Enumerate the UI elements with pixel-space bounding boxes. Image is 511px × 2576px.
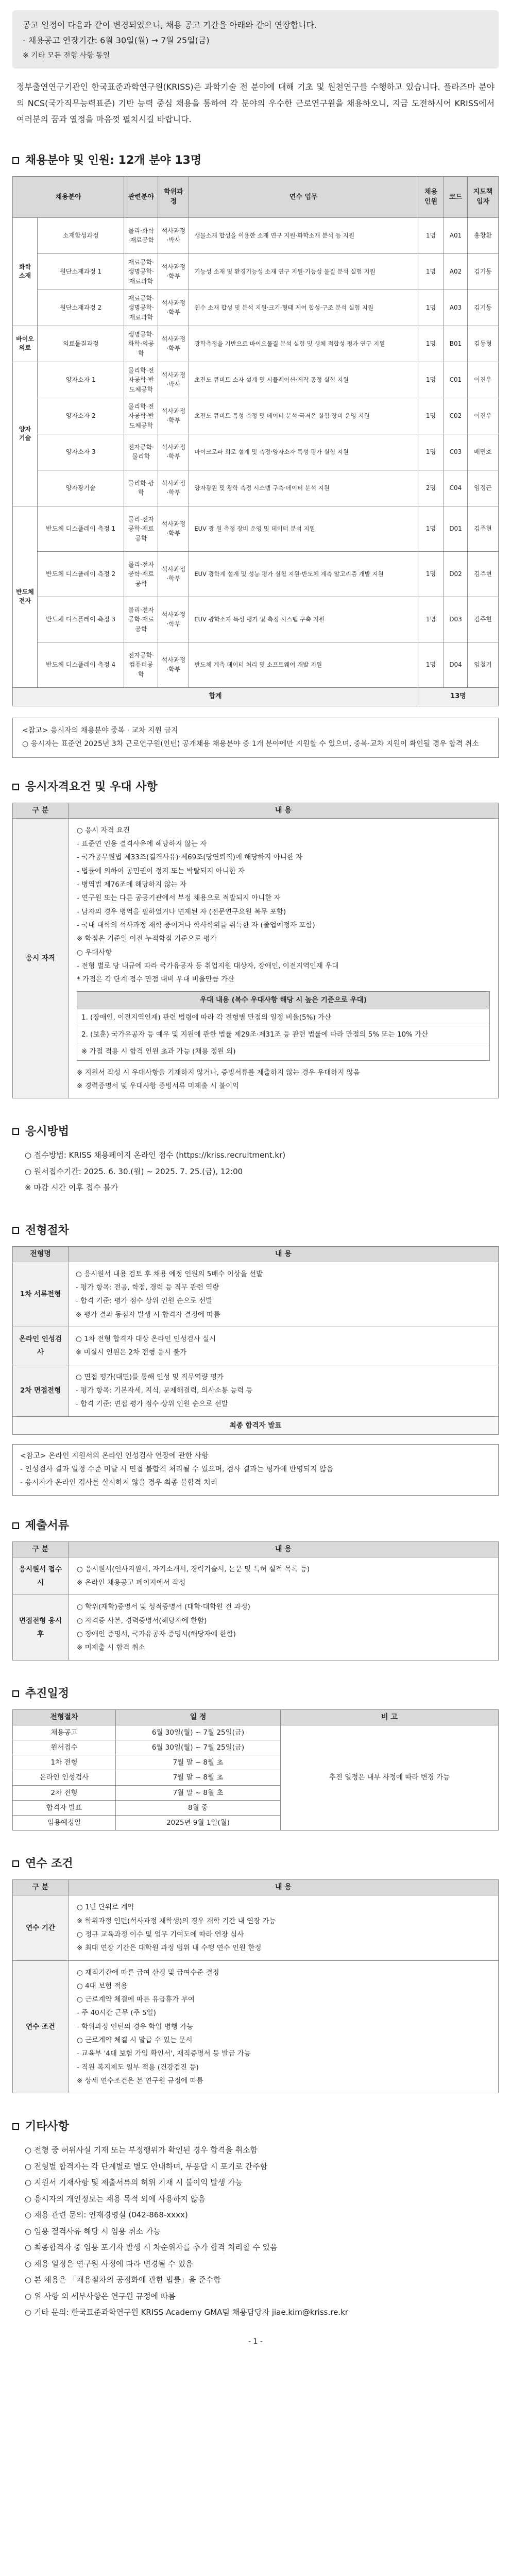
schedule-date: 7월 말 ~ 8월 초 [116,1770,281,1785]
reference-title: <참고> 응시자의 채용분야 중복 · 교차 지원 금지 [22,726,178,735]
training-table [12,1879,499,2093]
training-line: - 학위과정 인턴의 경우 학업 병행 가능 [77,2022,194,2031]
qualification-line: - 남자의 경우 병역을 필하였거나 면제된 자 (전문연구요원 복무 포함) [77,907,286,916]
col-header-date: 일 정 [116,1709,281,1725]
training-label: 연수 기간 [13,1895,69,1960]
row-code: D02 [444,551,468,597]
table-row [13,1595,499,1660]
page-number: - 1 - [248,2337,263,2346]
col-header-content: 내 용 [69,1541,499,1557]
process-line: ※ 평가 결과 동점자 발생 시 합격자 결정에 따름 [76,1310,220,1319]
row-related: 전자공학·물리학 [124,434,158,470]
row-work: 생물소재 합성을 이용한 소재 연구 지원·화학소재 분석 등 지원 [189,217,418,253]
documents-table [12,1541,499,1660]
table-row [13,217,499,253]
note-title: <참고> 온라인 지원서의 온라인 인성검사 연장에 관한 사항 [20,1451,209,1460]
row-count: 1명 [418,506,444,551]
training-line: ○ 4대 보험 적용 [77,1981,128,1990]
col-header-content: 내 용 [69,1880,499,1895]
row-supervisor: 김주현 [468,506,499,551]
reference-line: ○ 응시자는 표준연 2025년 3차 근로연구원(인턴) 공개채용 채용분야 중 1개 분야에만 지원할 수 있으며, 중복·교차 지원이 확인될 경우 합격 취소 [22,739,479,748]
process-line: ○ 1차 전형 합격자 대상 온라인 인성검사 실시 [76,1335,216,1344]
schedule-step: 2차 전형 [13,1785,116,1800]
training-line: - 교육부 '4대 보험 가입 확인서', 재직증명서 등 발급 가능 [77,2049,251,2058]
training-line: ○ 근로계약 체결에 따른 유급휴가 부여 [77,1995,195,2004]
row-degree: 석사과정·학부 [158,470,189,506]
row-field: 원단소재과정 1 [38,253,124,290]
row-field: 원단소재과정 2 [38,290,124,326]
qualification-line: - 국가공무원법 제33조(결격사유)·제69조(당연퇴직)에 해당하지 아니한 자 [77,853,303,862]
process-line: - 합격 기준: 평가 점수 상위 인원 순으로 선발 [76,1297,213,1306]
row-count: 1명 [418,642,444,687]
table-row [13,1960,499,2093]
apply-period: ○ 원서접수기간: 2025. 6. 30.(월) ~ 2025. 7. 25.(금), 12:00 [25,1166,243,1176]
process-line: ○ 응시원서 내용 검토 후 채용 예정 인원의 5배수 이상을 선발 [76,1269,263,1278]
schedule-table [12,1709,499,1831]
col-header-step: 전형절차 [13,1709,116,1725]
row-code: A01 [444,217,468,253]
schedule-step: 원서접수 [13,1740,116,1755]
preference-row: 1. (장애인, 이전지역인재) 관련 법령에 따라 각 전형별 만점의 일정 비율(5%) 가산 [77,1009,489,1026]
preference-table-head: 우대 내용 (복수 우대사항 해당 시 높은 기준으로 우대) [77,992,489,1009]
col-header-code: 코드 [444,176,468,217]
row-related: 재료공학·생명공학·재료과학 [124,253,158,290]
row-field: 양자광기술 [38,470,124,506]
apply-note: ※ 마감 시간 이후 접수 불가 [25,1183,118,1193]
apply-method: ○ 접수방법: KRISS 채용페이지 온라인 접수 (https://kriss.recruitment.kr) [25,1150,286,1160]
qualification-body [69,818,499,1098]
row-count: 1명 [418,398,444,434]
row-work: EUV 광학소자 특성 평가 및 측정 시스템 구축 지원 [189,597,418,642]
etc-list [12,2142,499,2321]
table-row-total [13,687,499,706]
row-degree: 석사과정·학부 [158,434,189,470]
table-row [13,398,499,434]
checkbox-square-icon [12,784,19,790]
row-supervisor: 김동형 [468,326,499,362]
row-work: 반도체 계측 데이터 처리 및 소프트웨어 개발 지원 [189,642,418,687]
training-line: ※ 상세 연수조건은 본 연구원 규정에 따름 [77,2077,203,2086]
preference-row: 2. (보훈) 국가유공자 등 예우 및 지원에 관한 법률 제29조·제31조 등 관련 법률에 따라 만점의 5% 또는 10% 가산 [77,1026,489,1043]
row-field: 소재합성과정 [38,217,124,253]
row-supervisor: 임철기 [468,642,499,687]
row-count: 1명 [418,253,444,290]
row-work: EUV 광 원 측정 장비 운영 및 데이터 분석 지원 [189,506,418,551]
row-supervisor: 김기동 [468,290,499,326]
documents-body [69,1557,499,1595]
schedule-step: 합격자 발표 [13,1800,116,1815]
row-count: 1명 [418,326,444,362]
col-header-category: 구 분 [13,1541,69,1557]
row-supervisor: 임경근 [468,470,499,506]
qualification-line: ○ 우대사항 [77,948,112,957]
row-code: C04 [444,470,468,506]
col-header-count: 채용인원 [418,176,444,217]
col-header-stage: 전형명 [13,1246,69,1262]
table-row [13,326,499,362]
section-title-recruit: 채용분야 및 인원: 12개 분야 13명 [12,152,499,169]
row-related: 물리·전자공학·재료공학 [124,551,158,597]
schedule-date: 7월 말 ~ 8월 초 [116,1785,281,1800]
training-body [69,1895,499,1960]
row-work: 초전도 큐비트 소자 설계 및 시뮬레이션·제작 공정 실험 지원 [189,362,418,398]
row-degree: 석사과정·박사 [158,217,189,253]
col-header-degree: 학위과정 [158,176,189,217]
row-work: 기능성 소재 및 환경기능성 소재 연구 지원·기능성 물질 분석 실험 지원 [189,253,418,290]
table-row [13,434,499,470]
qualification-foot-2: ※ 경력증명서 및 우대사항 증빙서류 미제출 시 불이익 [77,1082,240,1091]
process-line: - 평가 항목: 기본자세, 지식, 문제해결력, 의사소통 능력 등 [76,1386,253,1395]
documents-body [69,1595,499,1660]
documents-line: ○ 자격증 사본, 경력증명서(해당자에 한함) [77,1616,207,1625]
documents-line: ※ 미제출 시 합격 취소 [77,1643,145,1652]
training-line: ※ 학위과정 인턴(석사과정 재학생)의 경우 재학 기간 내 연장 가능 [77,1917,276,1925]
qualification-line: * 가점은 각 단계 점수 만점 대비 우대 비율만큼 가산 [77,975,235,984]
row-count: 1명 [418,290,444,326]
row-count: 1명 [418,551,444,597]
row-count: 1명 [418,434,444,470]
checkbox-square-icon [12,1128,19,1135]
training-line: ※ 최대 연장 기간은 대학원 과정 범위 내 수행 연수 인원 한정 [77,1944,262,1953]
process-body [69,1365,499,1416]
row-degree: 석사과정·학부 [158,551,189,597]
row-degree: 석사과정·학부 [158,597,189,642]
etc-item: ○ 채용 관련 문의: 인재경영실 (042-868-xxxx) [25,2210,188,2220]
qualification-line: - 연구원 또는 다른 공공기관에서 부정 채용으로 적발되지 아니한 자 [77,894,281,903]
row-code: C01 [444,362,468,398]
preference-row: ※ 가점 적용 시 합격 인원 초과 가능 (채용 정원 외) [81,1047,236,1056]
etc-item: ○ 채용 일정은 연구원 사정에 따라 변경될 수 있음 [25,2259,193,2268]
row-category: 반도체 전자 [13,506,38,687]
training-line: ○ 근로계약 체결 시 발급 수 있는 문서 [77,2036,193,2045]
qualification-line: ※ 학점은 기준일 이전 누적학점 기준으로 평가 [77,935,217,943]
training-line: ○ 1년 단위로 계약 [77,1903,134,1912]
final-announcement: 최종 합격자 발표 [13,1416,499,1434]
process-body [69,1327,499,1365]
row-field: 양자소자 1 [38,362,124,398]
schedule-date: 2025년 9월 1일(월) [116,1816,281,1831]
row-work: 초전도 큐비트 특성 측정 및 데이터 분석·극저온 실험 장비 운영 지원 [189,398,418,434]
etc-item: ○ 지원서 기재사항 및 제출서류의 허위 기재 시 불이익 발생 가능 [25,2178,243,2188]
row-count: 1명 [418,597,444,642]
table-row [13,506,499,551]
etc-item: ○ 위 사항 외 세부사항은 연구원 규정에 따름 [25,2291,176,2301]
process-label: 1차 서류전형 [13,1262,69,1327]
apply-list [12,1147,499,1196]
section-title-documents: 제출서류 [12,1517,499,1534]
row-code: A03 [444,290,468,326]
row-work: EUV 광학계 설계 및 성능 평가 실험 지원·반도체 계측 알고리즘 개발 지원 [189,551,418,597]
row-field: 반도체 디스플레이 측정 1 [38,506,124,551]
schedule-date: 6월 30일(월) ~ 7월 25일(금) [116,1725,281,1740]
process-line: ※ 미실시 인원은 2차 전형 응시 불가 [76,1348,187,1357]
row-field: 반도체 디스플레이 측정 4 [38,642,124,687]
col-header-work: 연수 업무 [189,176,418,217]
table-row [13,362,499,398]
intro-paragraph: 정부출연연구기관인 한국표준과학연구원(KRISS)은 과학기술 전 분야에 대해 기초 및 원천연구를 수행하고 있습니다. 플라즈마 분야의 NCS(국가직무능력표준) 기반 능력 중심 채용을 통하여 각 분야의 우수한 근로연구원을 채용하오니, 지금 도전하시어 KRISS에서 여러분의 꿈과 열정을 마음껏 펼치시길 바랍니다. [16,82,495,124]
section-title-qualification: 응시자격요건 및 우대 사항 [12,778,499,795]
row-supervisor: 홍창환 [468,217,499,253]
documents-line: ○ 장애인 증명서, 국가유공자 증명서(해당자에 한함) [77,1630,236,1638]
row-code: A02 [444,253,468,290]
etc-item: ○ 기타 문의: 한국표준과학연구원 KRISS Academy GMA팀 채용담당자 jiae.kim@kriss.re.kr [25,2308,348,2317]
section-title-etc: 기타사항 [12,2118,499,2135]
personality-test-note [12,1444,499,1496]
note-line-2: - 응시자가 온라인 검사를 실시하지 않을 경우 최종 불합격 처리 [20,1478,218,1487]
qualification-line: - 국내 대학의 석사과정 재학 중이거나 학사학위를 취득한 자 (졸업예정자 포함) [77,921,315,929]
row-field: 의료물질과정 [38,326,124,362]
qualification-line: ○ 응시 자격 요건 [77,826,130,835]
table-row [13,1365,499,1416]
row-supervisor: 김기동 [468,253,499,290]
row-category: 바이오 의료 [13,326,38,362]
row-code: D04 [444,642,468,687]
row-code: B01 [444,326,468,362]
process-label: 온라인 인성검사 [13,1327,69,1365]
section-title-schedule: 추진일정 [12,1685,499,1702]
etc-item: ○ 최종합격자 중 임용 포기자 발생 시 차순위자를 추가 합격 처리할 수 있음 [25,2243,278,2252]
qualification-table [12,803,499,1099]
schedule-note: 추진 일정은 내부 사정에 따라 변경 가능 [281,1725,499,1831]
schedule-step: 1차 전형 [13,1755,116,1770]
row-related: 물리·전자공학·재료공학 [124,597,158,642]
etc-item: ○ 응시자의 개인정보는 채용 목적 외에 사용하지 않음 [25,2194,206,2204]
col-header-field: 채용분야 [13,176,124,217]
qualification-label: 응시 자격 [13,818,69,1098]
row-supervisor: 배민호 [468,434,499,470]
checkbox-square-icon [12,1690,19,1697]
checkbox-square-icon [12,1227,19,1234]
row-supervisor: 김주현 [468,551,499,597]
row-count: 2명 [418,470,444,506]
table-row [13,1557,499,1595]
training-line: ○ 재직기간에 따른 급여 산정 및 급여수준 결정 [77,1968,219,1977]
documents-label: 응시원서 접수 시 [13,1557,69,1595]
checkbox-square-icon [12,2123,19,2130]
schedule-date: 7월 말 ~ 8월 초 [116,1755,281,1770]
training-line: - 주 40시간 근무 (주 5일) [77,2009,156,2018]
row-related: 물리학·전자공학·반도체공학 [124,398,158,434]
checkbox-square-icon [12,157,19,164]
process-line: ○ 면접 평가(대면)를 통해 인성 및 직무역량 평가 [76,1372,224,1381]
row-related: 물리·화학·재료공학 [124,217,158,253]
section-title-apply: 응시방법 [12,1123,499,1140]
documents-line: ○ 응시원서(인사지원서, 자기소개서, 경력기술서, 논문 및 특허 실적 목록 등) [77,1565,310,1573]
col-header-content: 내 용 [69,1246,499,1262]
total-label: 합계 [13,687,418,706]
row-related: 물리학·전자공학·반도체공학 [124,362,158,398]
notice-line-2: - 채용공고 연장기간: 6월 30일(월) → 7월 25일(금) [23,36,210,46]
etc-item: ○ 전형 중 허위사실 기재 또는 부정행위가 확인된 경우 합격을 취소함 [25,2145,258,2155]
col-header-content: 내 용 [69,803,499,818]
row-degree: 석사과정·박사 [158,362,189,398]
qualification-foot-1: ※ 지원서 작성 시 우대사항을 기재하지 않거나, 증빙서류를 제출하지 않는 경우 우대하지 않음 [77,1068,360,1077]
qualification-line: - 법률에 의하여 공민권이 정지 또는 박탈되지 아니한 자 [77,867,245,875]
row-work: 마이크로파 회로 설계 및 측정·양자소자 특성 평가 실험 지원 [189,434,418,470]
row-degree: 석사과정·학부 [158,642,189,687]
process-line: - 합격 기준: 면접 평가 점수 상위 인원 순으로 선발 [76,1400,228,1409]
table-row [13,1725,499,1740]
row-related: 전자공학·컴퓨터공학 [124,642,158,687]
schedule-date: 6월 30일(월) ~ 7월 25일(금) [116,1740,281,1755]
col-header-note: 비 고 [281,1709,499,1725]
table-row [13,1327,499,1365]
notice-box [12,10,499,69]
notice-line-1: 공고 일정이 다음과 같이 변경되었으니, 채용 공고 기간을 아래와 같이 연장합니다. [23,20,317,30]
row-related: 물리학·광학 [124,470,158,506]
qualification-line: - 전형 별로 당 내규에 따라 국가유공자 등 취업지원 대상자, 장애인, 이전지역인재 우대 [77,961,339,970]
row-category: 화학 소재 [13,217,38,326]
checkbox-square-icon [12,1860,19,1867]
row-degree: 석사과정·학부 [158,506,189,551]
schedule-date: 8월 중 [116,1800,281,1815]
row-code: C03 [444,434,468,470]
row-work: 친수 소재 합성 및 분석 지원·크기·형태 제어 합성·구조 분석 실험 지원 [189,290,418,326]
training-body [69,1960,499,2093]
row-code: D01 [444,506,468,551]
row-code: D03 [444,597,468,642]
table-row [13,551,499,597]
row-field: 양자소자 2 [38,398,124,434]
table-row [13,642,499,687]
total-value: 13명 [418,687,499,706]
row-related: 재료공학·생명공학·재료과학 [124,290,158,326]
table-row [13,253,499,290]
table-row [13,1262,499,1327]
etc-item: ○ 임용 결격사유 해당 시 임용 취소 가능 [25,2226,161,2236]
row-category: 양자 기술 [13,362,38,506]
training-label: 연수 조건 [13,1960,69,2093]
preference-table [77,991,490,1060]
table-row [13,470,499,506]
row-degree: 석사과정·학부 [158,326,189,362]
process-table [12,1246,499,1435]
col-header-related: 관련분야 [124,176,158,217]
documents-label: 면접전형 응시 후 [13,1595,69,1660]
note-line-1: - 인성검사 결과 일정 수준 미달 시 면접 불합격 처리될 수 있으며, 검사 결과는 평가에 반영되지 않음 [20,1465,334,1473]
row-supervisor: 김주현 [468,597,499,642]
process-label: 2차 면접전형 [13,1365,69,1416]
col-header-supervisor: 지도책임자 [468,176,499,217]
row-work: 양자광원 및 광학 측정 시스템 구축·데이터 분석 지원 [189,470,418,506]
etc-item: ○ 전형별 합격자는 각 단계별로 별도 안내하며, 무응답 시 포기로 간주함 [25,2161,268,2171]
qualification-line: - 표준연 인용 결격사유에 해당하지 않는 자 [77,840,207,849]
section-title-process: 전형절차 [12,1222,499,1239]
etc-item: ○ 본 채용은 「채용절차의 공정화에 관한 법률」을 준수함 [25,2275,221,2285]
documents-line: ○ 학위(재학)증명서 및 성적증명서 (대학·대학원 전 과정) [77,1603,250,1612]
training-line: ○ 정규 교육과정 이수 및 업무 기여도에 따라 연장 심사 [77,1930,244,1939]
col-header-category: 구 분 [13,1880,69,1895]
row-count: 1명 [418,362,444,398]
row-related: 생명공학·화학·의공학 [124,326,158,362]
reference-box [12,718,499,758]
notice-line-3: ※ 기타 모든 전형 사항 동일 [23,51,110,60]
row-code: C02 [444,398,468,434]
row-work: 광학측정을 기반으로 바이오물질 분석 실험 및 생체 적합성 평가 연구 지원 [189,326,418,362]
qualification-line: - 병역법 제76조에 해당하지 않는 자 [77,880,187,889]
schedule-step: 온라인 인성검사 [13,1770,116,1785]
row-field: 양자소자 3 [38,434,124,470]
row-supervisor: 이진우 [468,398,499,434]
section-title-training: 연수 조건 [12,1855,499,1872]
row-related: 물리·전자공학·재료공학 [124,506,158,551]
row-degree: 석사과정·학부 [158,290,189,326]
table-row [13,1895,499,1960]
row-degree: 석사과정·학부 [158,398,189,434]
training-line: - 직원 복지제도 일부 적용 (건강검진 등) [77,2063,199,2072]
table-row [13,597,499,642]
row-field: 반도체 디스플레이 측정 3 [38,597,124,642]
table-row [13,290,499,326]
row-degree: 석사과정·학부 [158,253,189,290]
schedule-step: 채용공고 [13,1725,116,1740]
process-body [69,1262,499,1327]
recruit-table [12,176,499,706]
col-header-category: 구 분 [13,803,69,818]
schedule-step: 임용예정일 [13,1816,116,1831]
process-line: - 평가 항목: 전공, 학점, 경력 등 직무 관련 역량 [76,1283,219,1292]
documents-line: ※ 온라인 채용공고 페이지에서 작성 [77,1578,186,1587]
row-count: 1명 [418,217,444,253]
row-field: 반도체 디스플레이 측정 2 [38,551,124,597]
checkbox-square-icon [12,1522,19,1529]
row-supervisor: 이진우 [468,362,499,398]
